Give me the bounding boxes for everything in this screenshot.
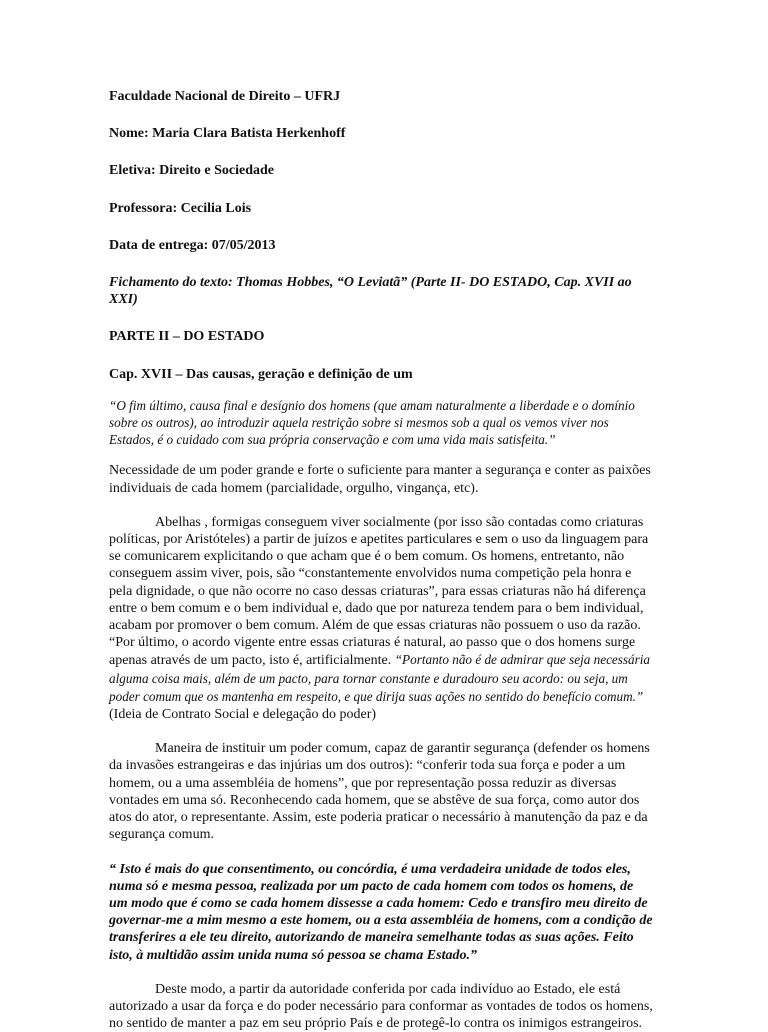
elective-line: Eletiva: Direito e Sociedade <box>109 163 274 179</box>
chapter-heading: Cap. XVII – Das causas, geração e definição de um <box>109 366 413 382</box>
student-name: Nome: Maria Clara Batista Herkenhoff <box>109 126 346 142</box>
due-date-line: Data de entrega: 07/05/2013 <box>109 237 276 253</box>
paragraph-abelhas <box>109 514 654 723</box>
state-definition-quote: “ Isto é mais do que consentimento, ou concórdia, é uma verdadeira unidade de todos eles, numa só e mesma pessoa, realizada por um pacto de cada homem com todos os homens, de um modo que é como se cada homem dissesse a cada homem: Cedo e transfiro meu direito de governar-me a mim mesmo a este homem, ou a esta assembléia de homens, com a condição de transferires a ele teu direito, autorizando de maneira semelhante todas as suas ações. Feito isto, à multidão assim unida numa só pessoa se chama Estado.” <box>109 861 653 963</box>
professor-line: Professora: Cecilia Lois <box>109 200 252 216</box>
paragraph-necessidade: Necessidade de um poder grande e forte o suficiente para manter a segurança e conter as paixões individuais de cada homem (parcialidade, orgulho, vingança, etc). <box>109 463 651 496</box>
paragraph-abelhas-tail: (Ideia de Contrato Social e delegação do poder) <box>109 707 377 723</box>
paragraph-maneira: Maneira de instituir um poder comum, capaz de garantir segurança (defender os homens da invasões estrangeiras e das injúrias um dos outros): “conferir toda sua força e poder a um homem, ou a uma assembléia de homens”, que por representação possa reduzir as diversas vontades em uma só. Reconhecendo cada homem, que se abstêve de sua força, como autor dos atos do ator, o representante. Assim, este poderia praticar o necessário à manutenção da paz e da segurança comum. <box>109 741 650 843</box>
faculty-line: Faculdade Nacional de Direito – UFRJ <box>109 89 341 104</box>
opening-quote: “O fim último, causa final e desígnio dos homens (que amam naturalmente a liberdade e o domínio sobre os outros), ao introduzir aquela restrição sobre si mesmos sob a qual os vemos viver nos Estados, é o cuidado com sua própria conservação e com uma vida mais satisfeita.” <box>109 397 635 448</box>
paragraph-abelhas-text: Abelhas , formigas conseguem viver socialmente (por isso são contadas como criaturas políticas, por Aristóteles) a partir de juízos e apetites particulares e sem o uso da linguagem para se comunicarem explicitando o que acham que é o bem comum. Os homens, entretanto, não conseguem assim viver, pois, são “constantemente envolvidos numa competição pela honra e pela dignidade, o que não ocorre no caso dessas criaturas”, para essas criaturas não há diferença entre o bem comum e o bem individual e, dado que por natureza tendem para o bem individual, acabam por promover o bem comum. Além de que essas criaturas não possuem o uso da razão. “Por último, o acordo vigente entre essas criaturas é natural, ao passo que o dos homens surge apenas através de um pacto, isto é, artificialmente. <box>109 514 649 669</box>
fichamento-title: Fichamento do texto: Thomas Hobbes, “O Leviatã” (Parte II- DO ESTADO, Cap. XVII ao XXI) <box>109 275 632 308</box>
part-heading: PARTE II – DO ESTADO <box>109 329 265 345</box>
paragraph-conclusion: Deste modo, a partir da autoridade conferida por cada indivíduo ao Estado, ele está autorizado a usar da força e do poder necessário para conformar as vontades de todos os homens, no sentido de manter a paz em seu próprio País e de protegê-lo contra os inimigos estrangeiros. <box>109 981 653 1032</box>
document-body <box>109 88 654 1032</box>
paragraph-abelhas-quote: “Portanto não é de admirar que seja necessária alguma coisa mais, além de um pacto, para tornar constante e duradouro seu acordo: ou seja, um poder comum que os mantenha em respeito, e que dirija suas ações no sentido do benefício comum.” <box>109 652 651 704</box>
